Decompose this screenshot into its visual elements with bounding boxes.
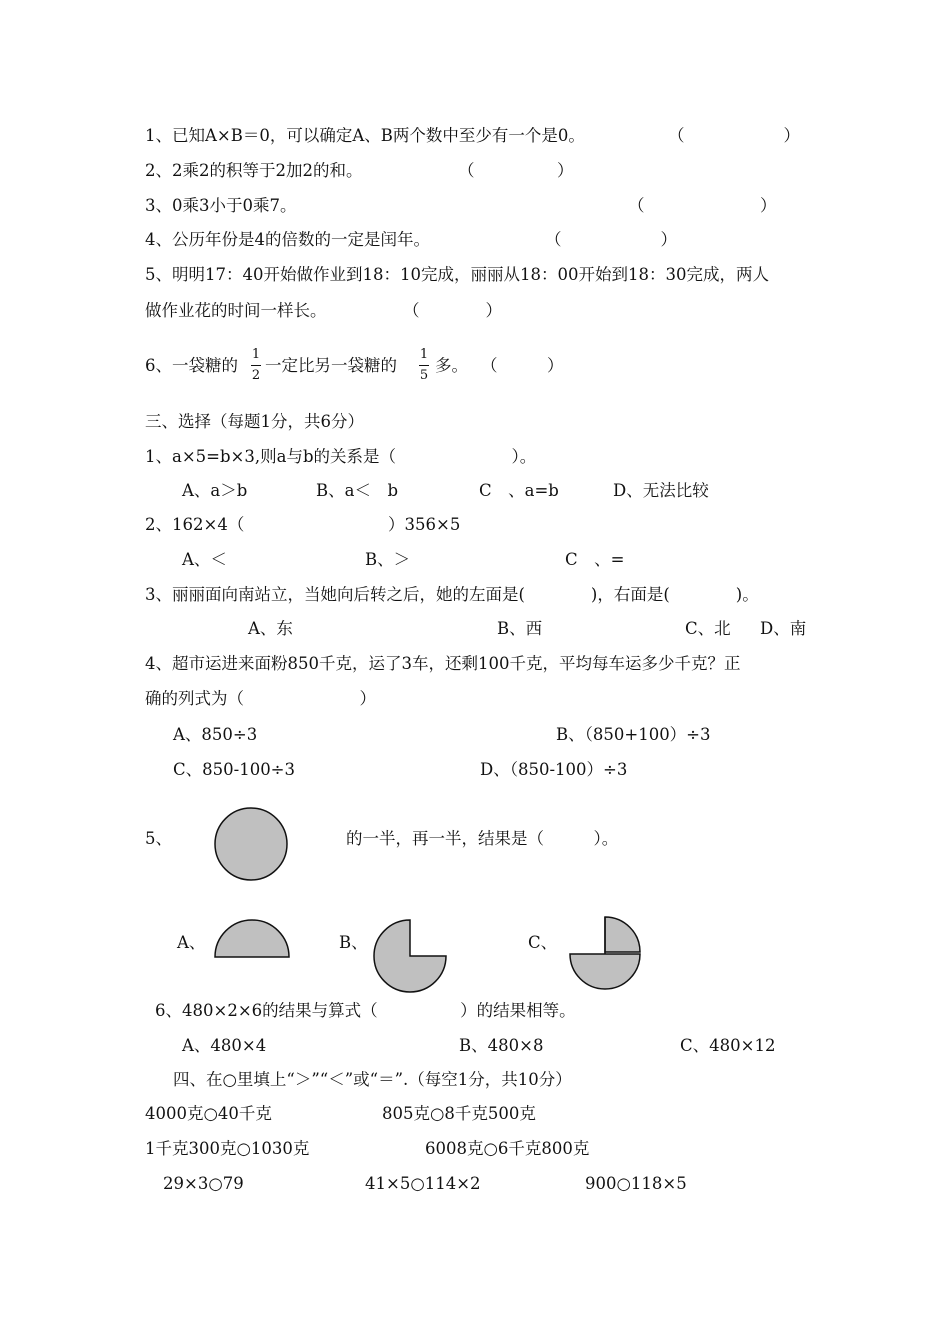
compare-r2c2[interactable]: 6008克○6千克800克 — [425, 1139, 590, 1158]
choice-q4-line2: 确的列式为（ ） — [145, 689, 376, 708]
choice-q6-option-b[interactable]: B、480×8 — [459, 1036, 544, 1055]
choice-q2-left: 2、162×4（ — [145, 515, 245, 534]
choice-q3-stem: 3、丽丽面向南站立，当她向后转之后，她的左面是( )，右面是( )。 — [145, 585, 759, 604]
judge-q4-text: 4、公历年份是4的倍数的一定是闰年。 — [145, 230, 430, 249]
judge-q5-line2: 做作业花的时间一样长。 — [145, 301, 327, 320]
choice-q1-option-d[interactable]: D、无法比较 — [613, 481, 709, 500]
choice-q3-option-b[interactable]: B、西 — [497, 619, 543, 638]
choice-q4-option-b[interactable]: B、（850+100）÷3 — [556, 725, 711, 744]
choice-q4-option-d[interactable]: D、（850-100）÷3 — [480, 760, 628, 779]
choice-q5-stem: 的一半，再一半，结果是（ ）。 — [346, 829, 619, 848]
judge-q1-answer-paren[interactable]: （ ） — [668, 126, 800, 145]
half-circle-figure[interactable] — [213, 918, 291, 960]
choice-q5-option-a[interactable]: A、 — [177, 933, 206, 952]
judge-q2-text: 2、2乘2的积等于2加2的和。 — [145, 161, 363, 180]
choice-q6-stem: 6、480×2×6的结果与算式（ ）的结果相等。 — [155, 1001, 576, 1020]
section4-heading: 四、在○里填上“＞”“＜”或“＝”.（每空1分，共10分） — [173, 1070, 572, 1089]
choice-q2-option-b[interactable]: B、＞ — [365, 550, 411, 569]
judge-q1-text: 1、已知A×B＝0，可以确定A、B两个数中至少有一个是0。 — [145, 126, 585, 145]
choice-q5-number: 5、 — [145, 829, 172, 848]
compare-r3c3[interactable]: 900○118×5 — [585, 1174, 687, 1193]
choice-q2-right: ）356×5 — [388, 515, 461, 534]
compare-r3c1[interactable]: 29×3○79 — [163, 1174, 244, 1193]
fraction1-denominator: 2 — [251, 368, 261, 383]
choice-q2-option-c[interactable]: C 、= — [565, 550, 625, 569]
choice-q5-option-c[interactable]: C、 — [528, 933, 558, 952]
three-quarter-circle-figure[interactable] — [372, 918, 448, 994]
quarter-pieces-circle-figure[interactable] — [567, 916, 645, 992]
choice-q2-option-a[interactable]: A、＜ — [182, 550, 227, 569]
full-circle-figure — [214, 801, 290, 887]
choice-q3-option-a[interactable]: A、东 — [248, 619, 293, 638]
judge-q4-answer-paren[interactable]: （ ） — [545, 230, 677, 249]
fraction2-denominator: 5 — [419, 368, 429, 383]
judge-q6-prefix: 6、一袋糖的 — [145, 356, 238, 375]
compare-r2c1[interactable]: 1千克300克○1030克 — [145, 1139, 310, 1158]
section3-heading: 三、选择（每题1分，共6分） — [145, 412, 364, 431]
choice-q5-option-b[interactable]: B、 — [339, 933, 368, 952]
choice-q4-option-c[interactable]: C、850-100÷3 — [173, 760, 296, 779]
compare-r1c2[interactable]: 805克○8千克500克 — [382, 1104, 536, 1123]
choice-q4-option-a[interactable]: A、850÷3 — [173, 725, 258, 744]
choice-q3-option-c[interactable]: C、北 — [685, 619, 731, 638]
fraction2-numerator: 1 — [419, 347, 429, 362]
choice-q1-option-a[interactable]: A、a＞b — [182, 481, 248, 500]
judge-q6-middle: 一定比另一袋糖的 — [265, 356, 397, 375]
choice-q4-line1: 4、超市运进来面粉850千克，运了3车，还剩100千克，平均每车运多少千克？正 — [145, 654, 741, 673]
fraction1-bar — [251, 365, 261, 366]
judge-q3-text: 3、0乘3小于0乘7。 — [145, 196, 297, 215]
judge-q3-answer-paren[interactable]: （ ） — [628, 196, 777, 215]
judge-q6-answer-paren[interactable]: （ ） — [481, 356, 564, 375]
choice-q6-option-a[interactable]: A、480×4 — [182, 1036, 267, 1055]
choice-q1-option-b[interactable]: B、a＜ b — [316, 481, 399, 500]
judge-q5-answer-paren[interactable]: （ ） — [403, 301, 502, 320]
fraction1-numerator: 1 — [251, 347, 261, 362]
choice-q1-option-c[interactable]: C 、a=b — [479, 481, 559, 500]
choice-q1-stem: 1、a×5=b×3,则a与b的关系是（ ）。 — [145, 447, 537, 466]
compare-r1c1[interactable]: 4000克○40千克 — [145, 1104, 272, 1123]
choice-q3-option-d[interactable]: D、南 — [760, 619, 807, 638]
compare-r3c2[interactable]: 41×5○114×2 — [365, 1174, 481, 1193]
fraction2-bar — [419, 365, 429, 366]
judge-q5-line1: 5、明明17：40开始做作业到18：10完成，丽丽从18：00开始到18：30完成，两人 — [145, 265, 769, 284]
judge-q2-answer-paren[interactable]: （ ） — [458, 161, 574, 180]
judge-q6-suffix: 多。 — [435, 356, 468, 375]
choice-q6-option-c[interactable]: C、480×12 — [680, 1036, 776, 1055]
